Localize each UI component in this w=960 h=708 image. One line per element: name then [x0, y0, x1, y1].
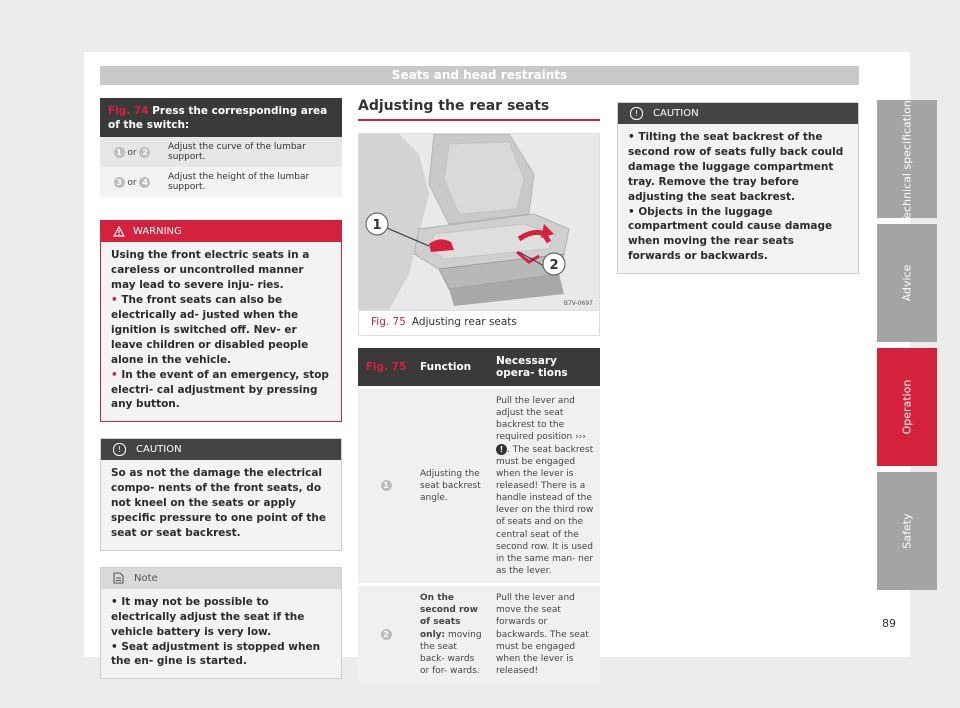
page-number: 89: [882, 617, 896, 630]
table-header-row: [358, 348, 600, 388]
middle-column: [358, 98, 600, 683]
table-row: [358, 388, 600, 585]
tab-operation[interactable]: [877, 348, 937, 466]
caution-header-right: [618, 103, 858, 124]
right-column: [617, 98, 859, 274]
col-header-function: Function: [414, 348, 490, 388]
caution-box-right: [617, 102, 859, 274]
rear-seat-illustration: [358, 133, 600, 311]
tab-advice[interactable]: [877, 224, 937, 342]
bullet-icon: •: [628, 131, 635, 143]
warning-title: WARNING: [133, 226, 182, 238]
caution-title: CAUTION: [136, 444, 182, 456]
callout-3: 3: [114, 177, 125, 188]
caution-title-right: CAUTION: [653, 108, 699, 119]
row2-operations: Pull the lever and move the seat forwards or backwards. The seat must be engaged when the lever is released!: [490, 585, 600, 683]
note-bullet-1: It may not be possible to electrically adjust the seat if the vehicle battery is very low.: [111, 595, 305, 638]
row2-function-bold: On the second row of seats only:: [420, 593, 478, 640]
tab-safety[interactable]: [877, 472, 937, 590]
row2-function: moving the seat back- wards or for- wards.: [420, 629, 482, 676]
row1-operations: Pull the lever and adjust the seat backrest to the required position ›››: [496, 396, 586, 443]
or-text: or: [127, 147, 137, 158]
caution-bullet-1: Tilting the seat backrest of the second row of seats fully back could damage the luggage compartment tray. Remove the tray before adjusting the seat backrest.: [628, 131, 844, 203]
warning-triangle-icon: [113, 226, 125, 237]
warning-bullet-2: In the event of an emergency, stop electri- cal adjustment by pressing any button.: [111, 368, 329, 411]
bullet-icon: •: [628, 205, 635, 218]
tab-label: Advice: [900, 264, 914, 302]
table-row: [100, 137, 342, 167]
callout-2: 2: [381, 629, 392, 640]
warning-bullet-1: The front seats can also be electrically ad- justed when the ignition is switched off. Nev- er leave children or disabled people alone in the vehicle.: [111, 294, 309, 366]
tab-label: Technical specifications: [900, 94, 914, 224]
fig75-caption-text: Adjusting rear seats: [411, 316, 517, 328]
tab-label: Safety: [900, 513, 914, 549]
left-column: [100, 98, 342, 679]
warning-header: [101, 221, 341, 242]
callout-4: 4: [139, 177, 150, 188]
tab-label: Operation: [900, 379, 914, 435]
rear-seat-table: [358, 348, 600, 683]
callout-1: 1: [114, 147, 125, 158]
lumbar-height-text: Adjust the height of the lumbar support.: [164, 167, 342, 197]
caution-info-icon: !: [630, 107, 643, 120]
or-text: or: [127, 177, 137, 188]
figure-callout-2: 2: [549, 258, 559, 273]
row1-function: Adjusting the seat backrest angle.: [414, 388, 490, 585]
note-title: Note: [134, 572, 158, 584]
note-bullet-2: Seat adjustment is stopped when the en- gine is started.: [111, 640, 321, 668]
caution-info-icon: !: [113, 443, 126, 456]
bullet-icon: •: [111, 294, 118, 307]
caution-ref-icon: !: [496, 444, 507, 455]
lumbar-table: [100, 137, 342, 197]
bullet-icon: •: [111, 640, 118, 653]
col-header-operations: Necessary opera- tions: [490, 348, 600, 388]
caution-bullet-2: Objects in the luggage compartment could cause damage when moving the rear seats forwards or backwards.: [628, 205, 833, 263]
seat-drawing: [359, 134, 600, 310]
caution-box: [100, 438, 342, 551]
lumbar-curve-text: Adjust the curve of the lumbar support.: [164, 137, 342, 167]
bullet-icon: •: [111, 595, 118, 608]
warning-box: [100, 220, 342, 422]
section-title: Adjusting the rear seats: [358, 98, 600, 121]
table-row: [100, 167, 342, 197]
fig74-caption: [100, 98, 342, 137]
figure-code: B7V-0697: [563, 300, 593, 307]
callout-2: 2: [139, 147, 150, 158]
warning-text: Using the front electric seats in a careless or uncontrolled manner may lead to severe inju- ries.: [111, 249, 310, 292]
note-header: [101, 568, 341, 589]
chapter-header: Seats and head restraints: [100, 66, 859, 85]
fig74-caption-text: Press the corresponding area of the switch:: [108, 105, 328, 132]
caution-text: So as not the damage the electrical compo- nents of the front seats, do not kneel on the seats or apply specific pressure to one point of the seat or seat backrest.: [111, 467, 327, 539]
fig74-label: Fig. 74: [108, 105, 149, 117]
tab-technical-specifications[interactable]: [877, 94, 937, 224]
note-box: [100, 567, 342, 680]
fig75-caption: [358, 311, 600, 336]
table-row: [358, 585, 600, 683]
bullet-icon: •: [111, 368, 118, 381]
fig75-label: Fig. 75: [371, 316, 406, 328]
caution-header: [101, 439, 341, 460]
note-icon: [113, 572, 124, 584]
row1-operations-cont: . The seat backrest must be engaged when the lever is released! There is a handle instead of the lever on the third row of seats and on the central seat of the second row. It is used in the same man- ner as the lever.: [496, 444, 594, 576]
figure-callout-1: 1: [372, 218, 382, 233]
callout-1: 1: [381, 480, 392, 491]
col-header-fig: Fig. 75: [358, 348, 414, 388]
